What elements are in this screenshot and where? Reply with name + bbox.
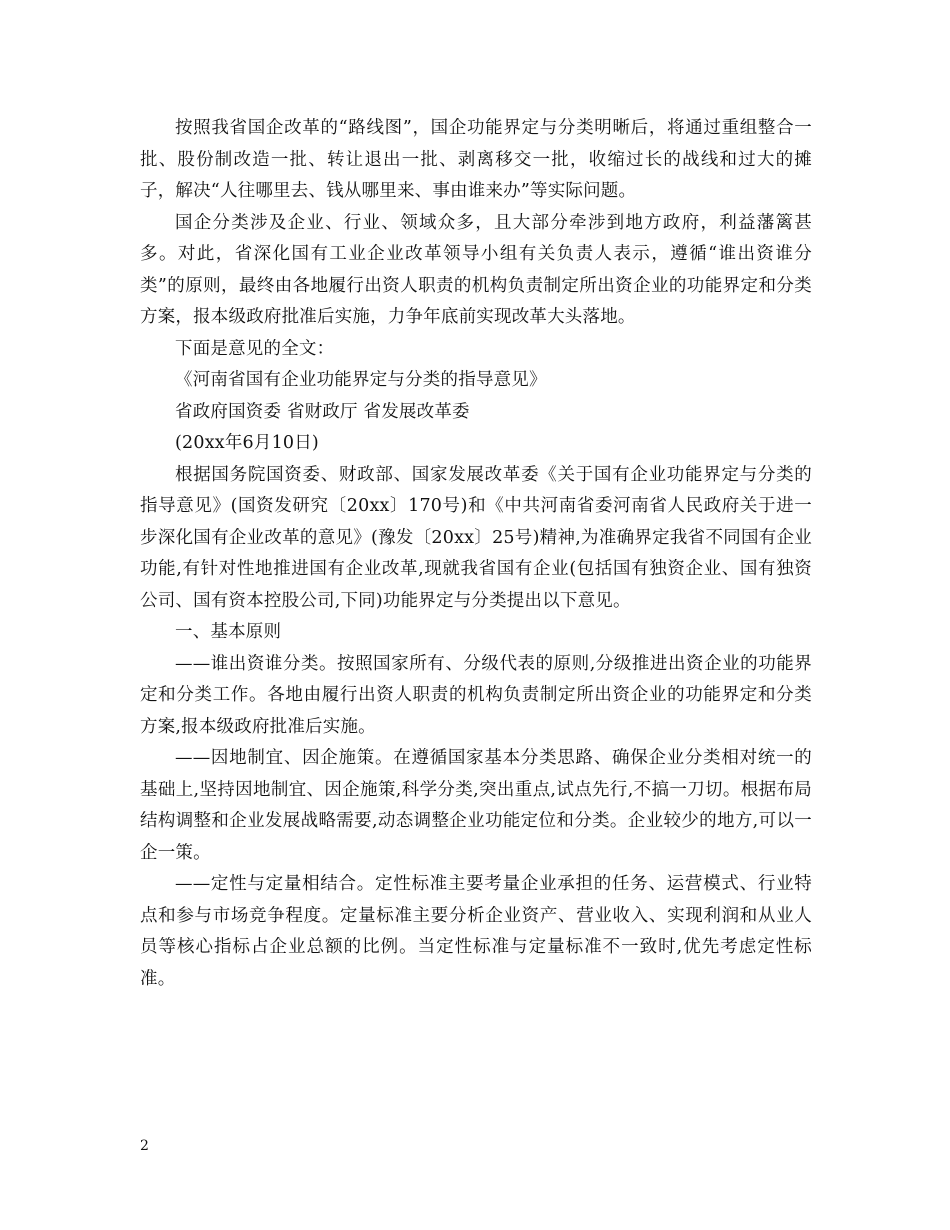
principle-qualitative-quantitative: ——定性与定量相结合。定性标准主要考量企业承担的任务、运营模式、行业特点和参与市场竞争程度。定量标准主要分析企业资产、营业收入、实现利润和从业人员等核心指标占企业总额的比例。当定性标准与定量标准不一致时,优先考虑定性标准。 [140, 874, 812, 989]
issue-date: (20xx年6月10日) [175, 433, 319, 453]
principle-investor-classifies: ——谁出资谁分类。按照国家所有、分级代表的原则,分级推进出资企业的功能界定和分类工作。各地由履行出资人职责的机构负责制定所出资企业的功能界定和分类方案,报本级政府批准后实施。 [140, 653, 812, 737]
section-heading-basic-principles: 一、基本原则 [175, 622, 282, 642]
paragraph-basis: 根据国务院国资委、财政部、国家发展改革委《关于国有企业功能界定与分类的指导意见》(国资发研究〔20xx〕170号)和《中共河南省委河南省人民政府关于进一步深化国有企业改革的意见》(豫发〔20xx〕25号)精神,为准确界定我省不同国有企业功能,有针对性地推进国有企业改革,现就我省国有企业(包括国有独资企业、国有独资公司、国有资本控股公司,下同)功能界定与分类提出以下意见。 [140, 464, 812, 611]
paragraph-roadmap: 按照我省国企改革的“路线图”，国企功能界定与分类明晰后，将通过重组整合一批、股份制改造一批、转让退出一批、剥离移交一批，收缩过长的战线和过大的摊子，解决“人往哪里去、钱从哪里来、事由谁来办”等实际问题。 [140, 118, 812, 201]
document-title: 《河南省国有企业功能界定与分类的指导意见》 [175, 370, 547, 390]
page-number: 2 [140, 1138, 149, 1154]
paragraph-classification: 国企分类涉及企业、行业、领域众多，且大部分牵涉到地方政府，利益藩篱甚多。对此，省深化国有工业企业改革领导小组有关负责人表示，遵循“谁出资谁分类”的原则，最终由各地履行出资人职责的机构负责制定所出资企业的功能界定和分类方案，报本级政府批准后实施，力争年底前实现改革大头落地。 [140, 212, 812, 327]
document-body [140, 113, 812, 995]
issuing-authorities: 省政府国资委 省财政厅 省发展改革委 [175, 401, 470, 422]
principle-local-conditions: ——因地制宜、因企施策。在遵循国家基本分类思路、确保企业分类相对统一的基础上,坚持因地制宜、因企施策,科学分类,突出重点,试点先行,不搞一刀切。根据布局结构调整和企业发展战略需要,动态调整企业功能定位和分类。企业较少的地方,可以一企一策。 [140, 748, 812, 863]
paragraph-intro-fulltext: 下面是意见的全文： [175, 338, 335, 359]
